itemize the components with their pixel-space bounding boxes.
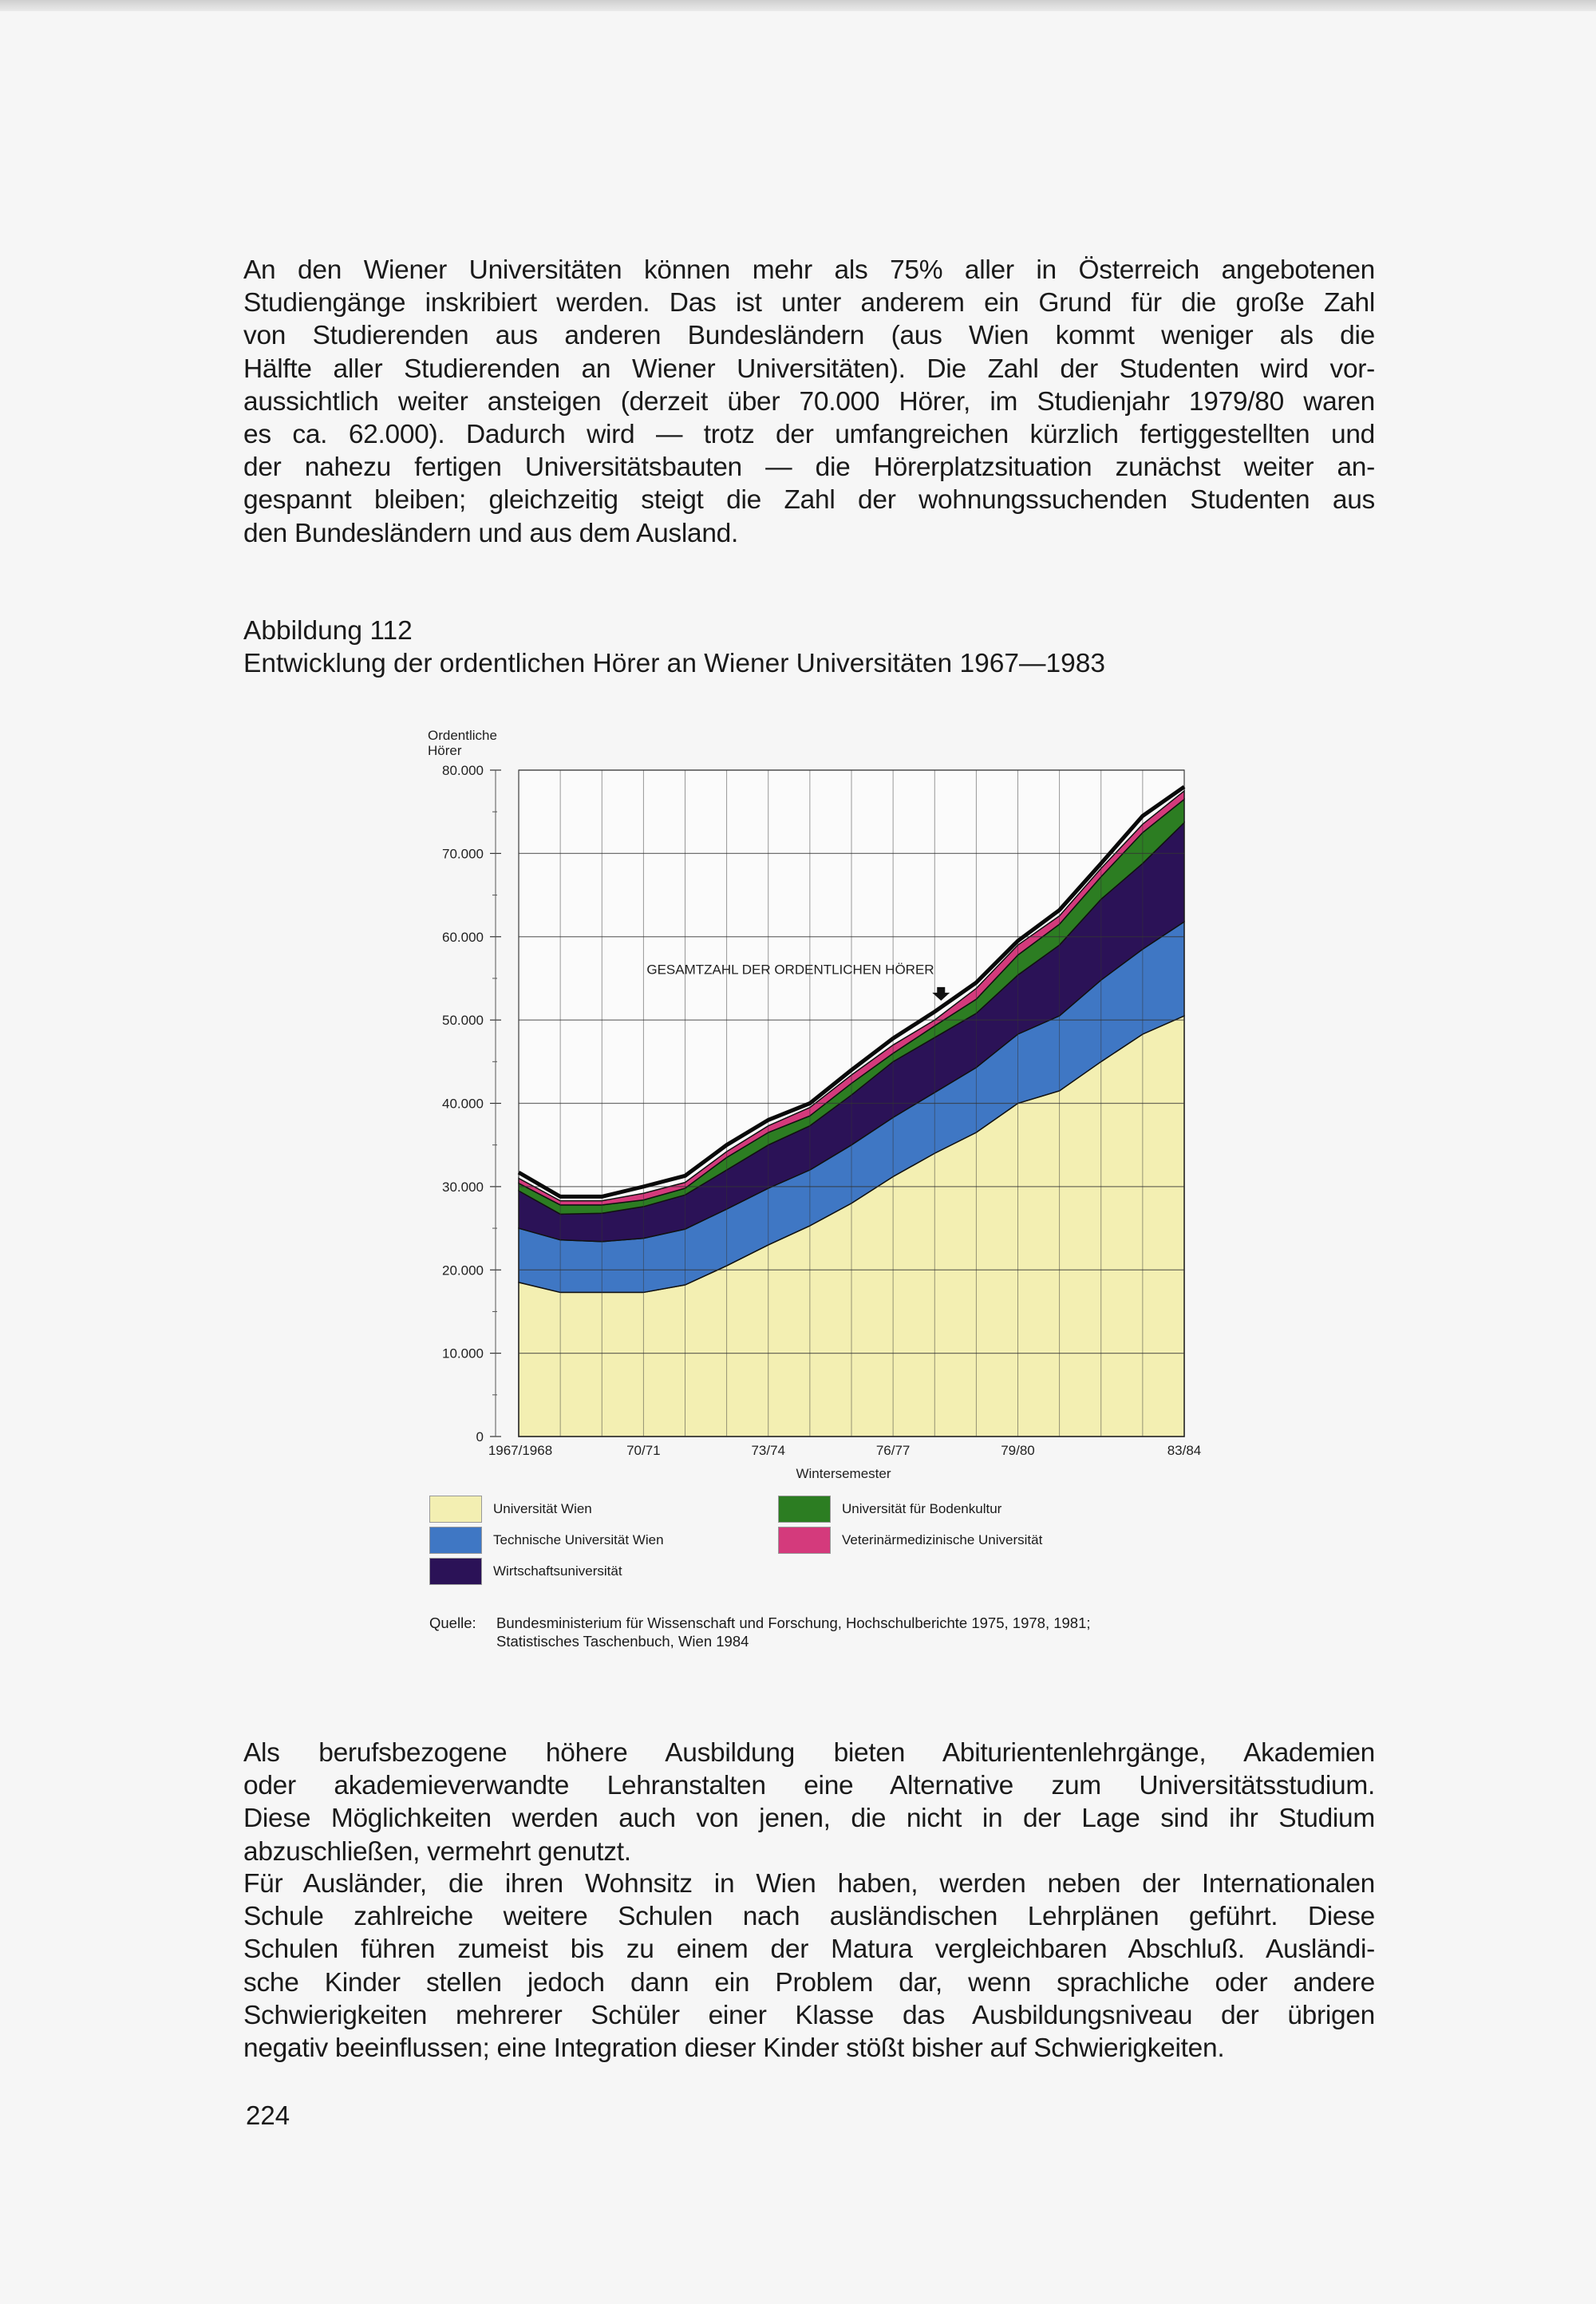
- text-line: Schwierigkeiten mehrerer Schüler einer Klasse das Ausbildungsniveau der übrigen: [243, 2000, 1375, 2030]
- text-line: Diese Möglichkeiten werden auch von jenen, die nicht in der Lage sind ihr Studium: [243, 1804, 1375, 1834]
- y-tick-label: 30.000: [442, 1179, 484, 1195]
- text-line: Schulen führen zumeist bis zu einem der Matura vergleichbaren Abschluß. Ausländi-: [243, 1934, 1375, 1965]
- text-line: aussichtlich weiter ansteigen (derzeit über 70.000 Hörer, im Studienjahr 1979/80 waren: [243, 386, 1375, 417]
- text-line: der nahezu fertigen Universitätsbauten — die Hörerplatzsituation zunächst weiter an-: [243, 453, 1375, 483]
- legend-swatch: [778, 1527, 831, 1554]
- y-tick-label: 50.000: [442, 1013, 484, 1029]
- legend-swatch: [778, 1496, 831, 1523]
- y-tick-label: 40.000: [442, 1096, 484, 1112]
- y-axis-label: Ordentliche Hörer: [428, 728, 497, 758]
- x-tick-label: 1967/1968: [488, 1443, 553, 1458]
- y-tick-label: 20.000: [442, 1263, 484, 1278]
- figure-number: Abbildung 112: [243, 616, 413, 646]
- text-line: von Studierenden aus anderen Bundesländern (aus Wien kommt weniger als die: [243, 321, 1375, 351]
- source-line-1: Bundesministerium für Wissenschaft und Forschung, Hochschulberichte 1975, 1978, 1981;: [496, 1614, 1091, 1631]
- page-number: 224: [246, 2100, 290, 2130]
- text-line: es ca. 62.000). Dadurch wird — trotz der umfangreichen kürzlich fertiggestellten und: [243, 420, 1375, 450]
- y-tick-label: 80.000: [442, 763, 484, 778]
- x-axis-label: Wintersemester: [796, 1466, 891, 1481]
- x-tick-label: 70/71: [626, 1443, 661, 1458]
- text-line: den Bundesländern und aus dem Ausland.: [243, 518, 738, 548]
- legend-item: [429, 1527, 664, 1554]
- text-line: oder akademieverwandte Lehranstalten eine Alternative zum Universitätsstudium.: [243, 1771, 1375, 1801]
- text-line: Hälfte aller Studierenden an Wiener Universitäten). Die Zahl der Studenten wird vor-: [243, 354, 1375, 384]
- text-line: Als berufsbezogene höhere Ausbildung bieten Abiturientenlehrgänge, Akademien: [243, 1738, 1375, 1768]
- source-line-2: Statistisches Taschenbuch, Wien 1984: [496, 1633, 749, 1650]
- paragraph-2: [243, 1737, 1375, 1868]
- text-line: Schule zahlreiche weitere Schulen nach ausländischen Lehrplänen geführt. Diese: [243, 1902, 1375, 1932]
- figure-title: Entwicklung der ordentlichen Hörer an Wiener Universitäten 1967—1983: [243, 649, 1106, 678]
- text-line: abzuschließen, vermehrt genutzt.: [243, 1836, 631, 1867]
- source-label: Quelle:: [429, 1614, 476, 1631]
- legend-label: Wirtschaftsuniversität: [493, 1563, 622, 1579]
- text-line: Für Ausländer, die ihren Wohnsitz in Wien haben, werden neben der Internationalen: [243, 1869, 1375, 1899]
- x-tick-label: 73/74: [751, 1443, 786, 1458]
- x-tick-label: 76/77: [875, 1443, 911, 1458]
- legend-label: Universität für Bodenkultur: [842, 1501, 1002, 1516]
- text-line: sche Kinder stellen jedoch dann ein Problem dar, wenn sprachliche oder andere: [243, 1967, 1375, 1998]
- x-tick-label: 83/84: [1167, 1443, 1202, 1458]
- legend-swatch: [429, 1496, 482, 1523]
- text-line: An den Wiener Universitäten können mehr als 75% aller in Österreich angebotenen: [243, 255, 1375, 285]
- annotation-label: GESAMTZAHL DER ORDENTLICHEN HÖRER: [646, 962, 934, 978]
- y-tick-label: 60.000: [442, 929, 484, 945]
- y-tick-label: 10.000: [442, 1346, 484, 1361]
- text-line: gespannt bleiben; gleichzeitig steigt die Zahl der wohnungssuchenden Studenten aus: [243, 485, 1375, 516]
- x-tick-label: 79/80: [1001, 1443, 1035, 1458]
- legend-swatch: [429, 1558, 482, 1585]
- legend-swatch: [429, 1527, 482, 1554]
- legend-item: [778, 1496, 1001, 1523]
- legend-label: Technische Universität Wien: [493, 1532, 664, 1547]
- y-tick-label: 70.000: [442, 846, 484, 862]
- text-line: negativ beeinflussen; eine Integration dieser Kinder stößt bisher auf Schwierigkeiten.: [243, 2033, 1225, 2064]
- legend-label: Universität Wien: [493, 1501, 592, 1516]
- legend-item: [429, 1558, 622, 1585]
- legend-label: Veterinärmedizinische Universität: [842, 1532, 1043, 1547]
- paragraph-3: [243, 1867, 1375, 2065]
- y-tick-label: 0: [476, 1429, 484, 1444]
- legend-item: [778, 1527, 1042, 1554]
- text-line: Studiengänge inskribiert werden. Das ist unter anderem ein Grund für die große Zahl: [243, 288, 1375, 318]
- legend-item: [429, 1496, 592, 1523]
